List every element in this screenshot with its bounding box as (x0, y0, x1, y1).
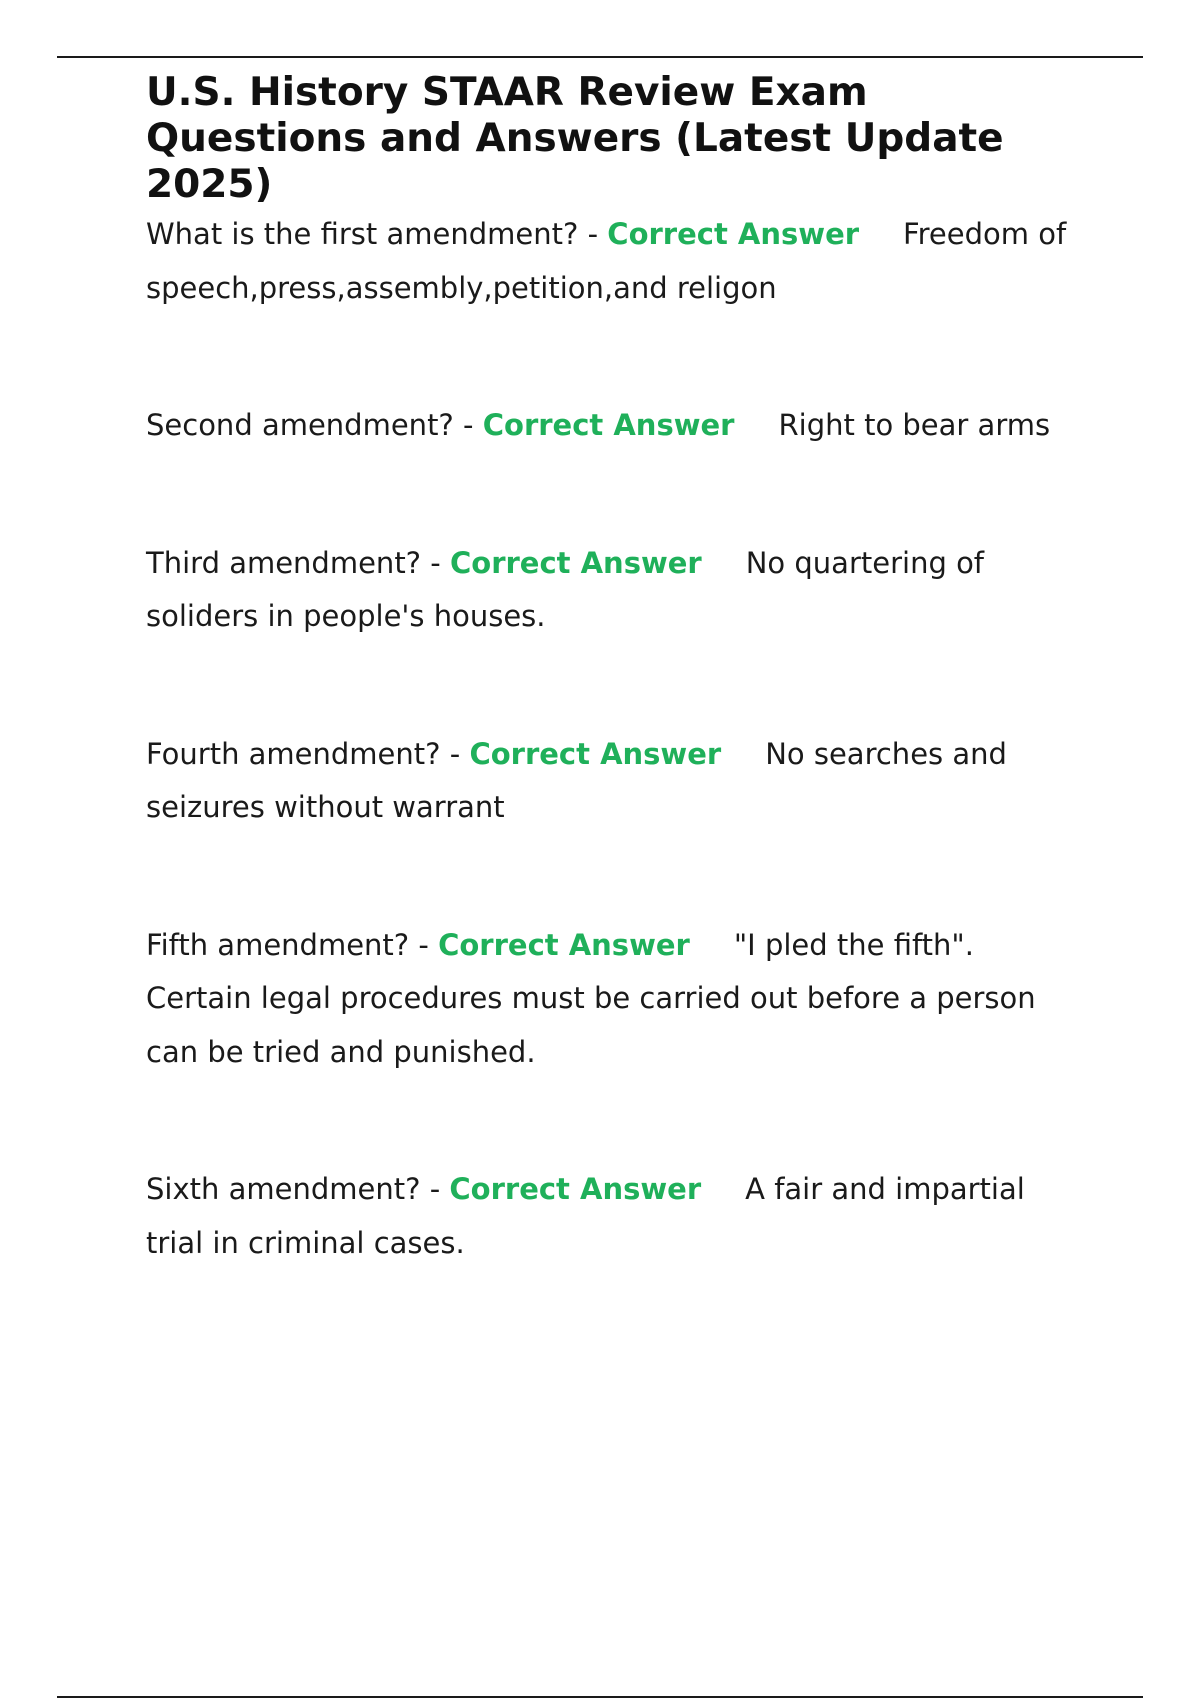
answer-text: Right to bear arms (778, 408, 1051, 442)
bottom-rule (57, 1696, 1143, 1698)
correct-answer-label: Correct Answer (449, 1172, 702, 1206)
qa-item (146, 919, 1086, 1080)
correct-answer-label: Correct Answer (438, 927, 690, 962)
question-text: Third amendment? (146, 545, 422, 580)
question-text: What is the first amendment? (146, 217, 579, 251)
separator: - (421, 545, 450, 580)
separator: - (453, 408, 483, 442)
question-text: Second amendment? (146, 408, 454, 442)
document-title: U.S. History STAAR Review Exam Questions and Answers (Latest Update 2025) (146, 70, 1004, 207)
separator: - (420, 1172, 450, 1206)
correct-answer-label: Correct Answer (449, 545, 702, 580)
correct-answer-label: Correct Answer (469, 736, 722, 771)
answer-text: No quartering of soliders in people's houses. (146, 545, 985, 633)
document-body (146, 70, 1086, 1270)
qa-item (146, 399, 1086, 453)
correct-answer-label: Correct Answer (482, 408, 735, 442)
question-text: Sixth amendment? (146, 1172, 421, 1206)
qa-list (146, 208, 1086, 1270)
separator: - (578, 217, 608, 251)
question-text: Fifth amendment? (146, 927, 410, 962)
answer-text: "I pled the fifth". Certain legal procedures must be carried out before a person can be tried and punished. (146, 927, 1036, 1069)
qa-item (146, 728, 1086, 835)
answer-text: No searches and seizures without warrant (146, 736, 1007, 824)
separator: - (440, 736, 470, 771)
correct-answer-label: Correct Answer (607, 217, 860, 251)
qa-item (146, 208, 1086, 315)
separator: - (409, 927, 439, 962)
qa-item (146, 1163, 1086, 1270)
question-text: Fourth amendment? (146, 736, 441, 771)
answer-text: Freedom of speech,press,assembly,petition,and religon (146, 217, 1067, 305)
answer-text: A fair and impartial trial in criminal cases. (146, 1172, 1025, 1260)
top-rule (57, 56, 1143, 58)
qa-item (146, 537, 1086, 644)
